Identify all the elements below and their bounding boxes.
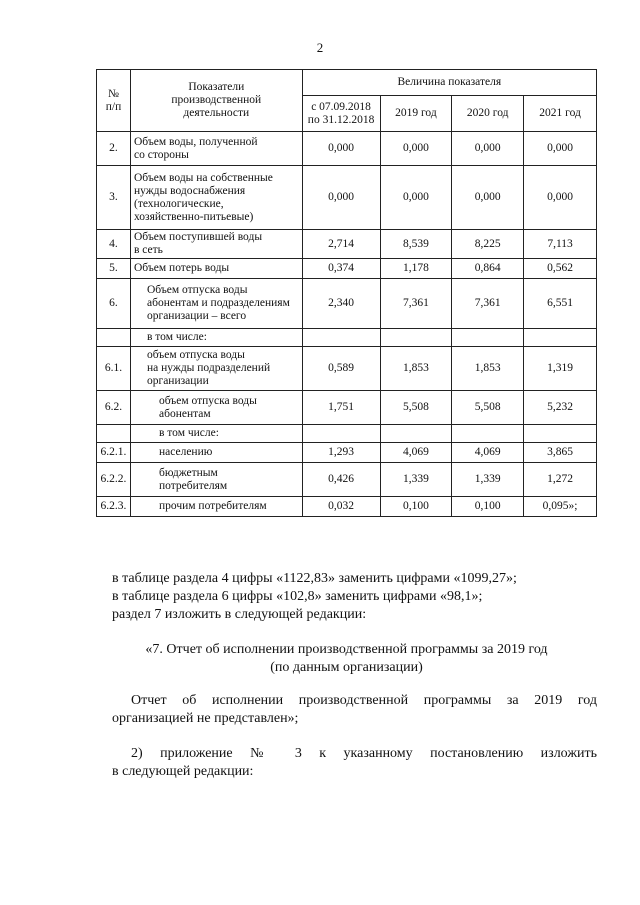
page-number: 2 xyxy=(316,40,324,55)
row-value: 0,589 xyxy=(302,347,380,391)
row-value: 1,319 xyxy=(524,347,597,391)
row-value: 1,178 xyxy=(380,259,452,279)
amendment-line-2: в таблице раздела 6 цифры «102,8» заменить цифрами «98,1»; xyxy=(112,589,483,604)
row-value: 0,095»; xyxy=(524,497,597,517)
row-value: 0,562 xyxy=(524,259,597,279)
row-indicator-name: населению xyxy=(130,443,302,463)
table-row xyxy=(97,132,597,166)
row-number: 3. xyxy=(97,166,131,230)
row-indicator-name: Объем потерь воды xyxy=(130,259,302,279)
row-number: 6.2.1. xyxy=(97,443,131,463)
row-value: 8,225 xyxy=(452,230,524,259)
section-subtitle: (по данным организации) xyxy=(270,660,423,675)
amendment-line-3: раздел 7 изложить в следующей редакции: xyxy=(112,607,367,622)
row-indicator-name: Объем воды на собственные нужды водоснабжения (технологические, хозяйственно-питьевые) xyxy=(130,166,302,230)
row-value: 1,853 xyxy=(452,347,524,391)
row-value: 0,000 xyxy=(452,166,524,230)
indicators-table xyxy=(96,69,597,517)
row-value: 1,339 xyxy=(380,463,452,497)
table-row xyxy=(97,230,597,259)
row-number: 6.1. xyxy=(97,347,131,391)
row-value: 0,000 xyxy=(302,132,380,166)
row-value: 2,340 xyxy=(302,279,380,329)
row-indicator-name: в том числе: xyxy=(130,329,302,347)
row-value: 1,272 xyxy=(524,463,597,497)
row-value xyxy=(380,329,452,347)
row-value: 0,100 xyxy=(452,497,524,517)
row-number: 2. xyxy=(97,132,131,166)
row-value: 5,508 xyxy=(452,391,524,425)
row-value: 7,361 xyxy=(452,279,524,329)
table-row xyxy=(97,463,597,497)
row-value: 0,426 xyxy=(302,463,380,497)
row-value xyxy=(524,425,597,443)
row-value: 4,069 xyxy=(452,443,524,463)
table-row xyxy=(97,497,597,517)
section-title: «7. Отчет об исполнении производственной программы за 2019 год xyxy=(145,642,548,657)
row-value: 0,864 xyxy=(452,259,524,279)
row-number: 5. xyxy=(97,259,131,279)
table-row xyxy=(97,347,597,391)
row-number: 6.2.2. xyxy=(97,463,131,497)
row-number: 6.2.3. xyxy=(97,497,131,517)
row-value: 5,232 xyxy=(524,391,597,425)
report-line-1: Отчет об исполнении производственной программы за 2019 год xyxy=(131,693,597,708)
row-value xyxy=(524,329,597,347)
header-period: 2020 год xyxy=(452,96,524,132)
table-row xyxy=(97,279,597,329)
row-value: 3,865 xyxy=(524,443,597,463)
row-indicator-name: прочим потребителям xyxy=(130,497,302,517)
row-indicator-name: Объем воды, полученной со стороны xyxy=(130,132,302,166)
table-row xyxy=(97,425,597,443)
row-value: 7,361 xyxy=(380,279,452,329)
row-value: 6,551 xyxy=(524,279,597,329)
row-indicator-name: в том числе: xyxy=(130,425,302,443)
row-indicator-name: бюджетным потребителям xyxy=(130,463,302,497)
row-number: 6.2. xyxy=(97,391,131,425)
row-value: 1,751 xyxy=(302,391,380,425)
row-number: 4. xyxy=(97,230,131,259)
header-number: № п/п xyxy=(97,70,131,132)
table-row xyxy=(97,391,597,425)
row-indicator-name: объем отпуска воды на нужды подразделений организации xyxy=(130,347,302,391)
header-indicator: Показатели производственной деятельности xyxy=(130,70,302,132)
header-period: с 07.09.2018 по 31.12.2018 xyxy=(302,96,380,132)
row-number: 6. xyxy=(97,279,131,329)
row-number xyxy=(97,425,131,443)
row-value: 2,714 xyxy=(302,230,380,259)
row-indicator-name: Объем отпуска воды абонентам и подразделениям организации – всего xyxy=(130,279,302,329)
row-indicator-name: объем отпуска воды абонентам xyxy=(130,391,302,425)
row-value: 5,508 xyxy=(380,391,452,425)
table-row xyxy=(97,166,597,230)
table-row xyxy=(97,443,597,463)
row-value: 0,100 xyxy=(380,497,452,517)
row-value: 1,853 xyxy=(380,347,452,391)
row-value xyxy=(302,329,380,347)
header-period: 2021 год xyxy=(524,96,597,132)
row-value: 8,539 xyxy=(380,230,452,259)
row-value: 0,000 xyxy=(452,132,524,166)
row-number xyxy=(97,329,131,347)
row-value: 1,293 xyxy=(302,443,380,463)
appendix-line-1: 2) приложение № 3 к указанному постановлению изложить xyxy=(131,746,597,761)
row-value: 0,374 xyxy=(302,259,380,279)
row-value: 0,000 xyxy=(524,132,597,166)
row-value: 0,000 xyxy=(380,166,452,230)
row-value xyxy=(302,425,380,443)
row-value: 1,339 xyxy=(452,463,524,497)
row-value xyxy=(452,329,524,347)
table-row xyxy=(97,329,597,347)
appendix-line-2: в следующей редакции: xyxy=(112,764,254,779)
header-value-group: Величина показателя xyxy=(302,70,596,96)
row-value: 0,032 xyxy=(302,497,380,517)
row-value xyxy=(452,425,524,443)
report-line-2: организацией не представлен»; xyxy=(112,711,299,726)
row-value: 0,000 xyxy=(302,166,380,230)
row-value: 0,000 xyxy=(524,166,597,230)
row-value: 0,000 xyxy=(380,132,452,166)
header-period: 2019 год xyxy=(380,96,452,132)
amendment-line-1: в таблице раздела 4 цифры «1122,83» заменить цифрами «1099,27»; xyxy=(112,571,517,586)
table-row xyxy=(97,259,597,279)
row-indicator-name: Объем поступившей воды в сеть xyxy=(130,230,302,259)
row-value: 4,069 xyxy=(380,443,452,463)
row-value: 7,113 xyxy=(524,230,597,259)
row-value xyxy=(380,425,452,443)
